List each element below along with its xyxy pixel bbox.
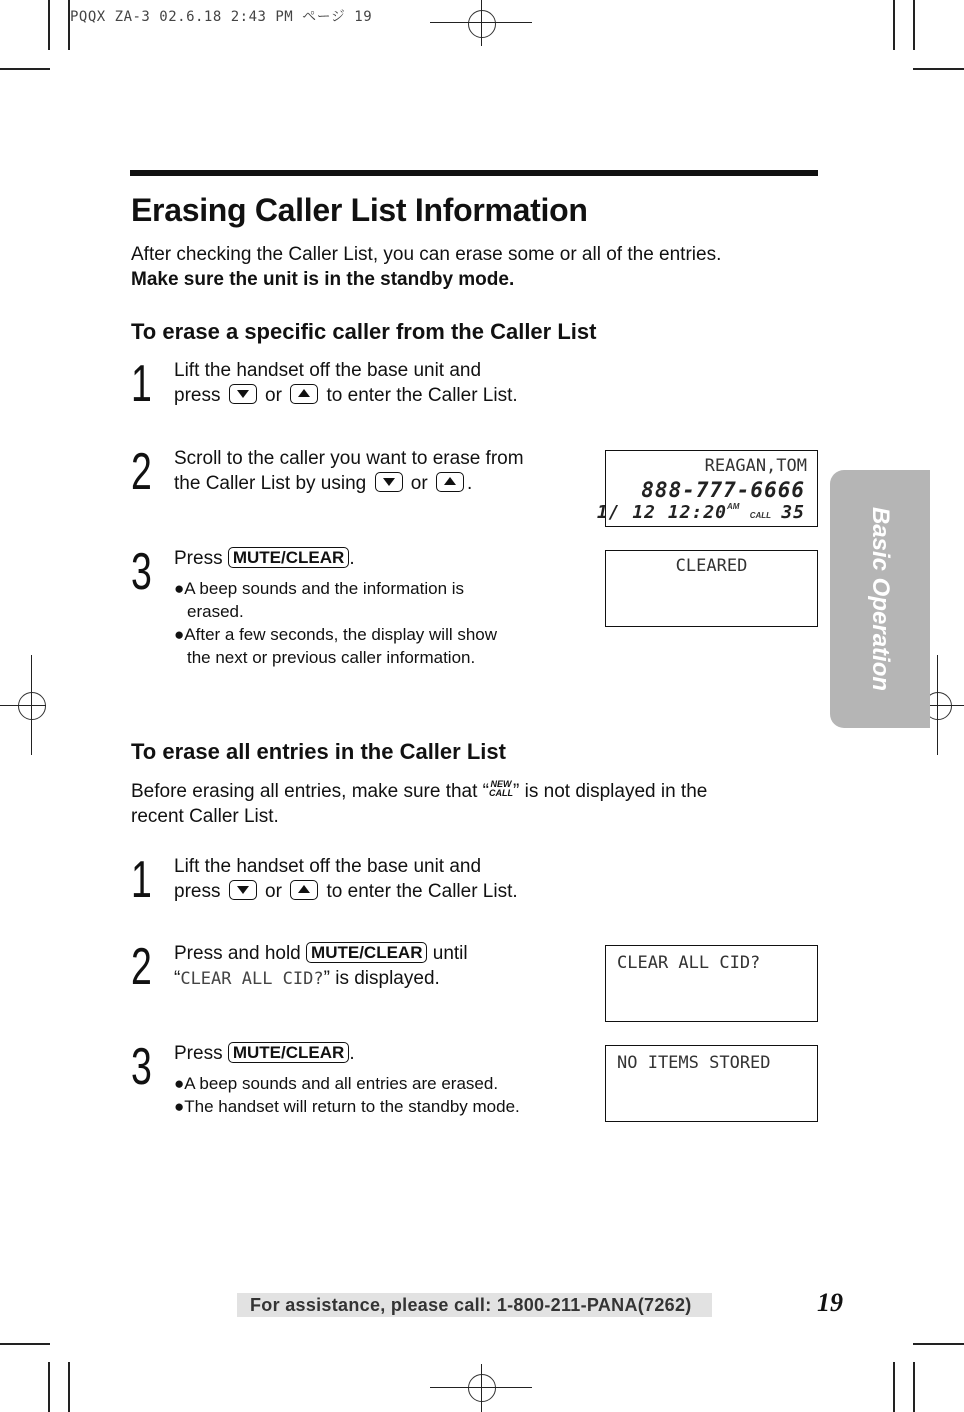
crop-mark [481,1364,482,1412]
crop-mark [481,0,482,46]
intro-line: recent Caller List. [131,806,279,827]
lcd-display [605,945,818,1022]
step-line [174,1041,574,1066]
lcd-inline-text: CLEAR ALL CID? [180,969,324,989]
lcd-display [605,550,818,627]
up-arrow-key-icon [436,472,464,492]
step-line [174,471,524,496]
page-title: Erasing Caller List Information [131,192,588,228]
crop-mark [48,1362,50,1412]
call-label: CALL [489,788,514,798]
print-header: PQQX ZA-3 02.6.18 2:43 PM ページ 19 [70,9,373,25]
step-word: until [432,943,468,964]
bullet: ●A beep sounds and the information is erased. [174,579,465,621]
step-line: Lift the handset off the base unit and [174,360,482,381]
step-line: Lift the handset off the base unit and [174,856,482,877]
step-word: Press [174,548,223,569]
step-number: 2 [131,443,152,501]
step-number: 1 [131,851,152,909]
step-number: 3 [131,543,152,601]
assistance-note: For assistance, please call: 1-800-211-PANA(7262) [250,1295,692,1315]
bullet: ●A beep sounds and all entries are erased. [174,1074,499,1093]
bullet-text: After a few seconds, the display will show [184,625,498,644]
crop-mark [893,0,895,50]
step-number: 2 [131,938,152,996]
intro-standby-note: Make sure the unit is in the standby mode. [131,269,515,290]
step-word: press [174,385,221,406]
title-rule [130,170,818,176]
lcd-text: CLEAR ALL CID? [617,953,761,973]
side-tab-label: Basic Operation [867,506,894,692]
step-word: to enter the Caller List. [326,881,518,902]
intro [131,242,831,292]
mute-clear-key: MUTE/CLEAR [228,547,349,568]
step-line [174,941,468,966]
down-arrow-key-icon [229,384,257,404]
step-word: . [466,473,473,494]
section-intro [131,779,821,829]
down-arrow-key-icon [375,472,403,492]
step-number: 1 [131,355,152,413]
lcd-caller-number: 888-777-6666 [641,478,805,502]
step-word: . [349,1043,355,1064]
crop-mark [913,1343,964,1345]
step-word: press [174,881,221,902]
section-heading: To erase a specific caller from the Caller List [131,319,597,344]
down-arrow-key-icon [229,880,257,900]
registration-mark-icon [18,692,46,720]
registration-mark-icon [468,10,496,38]
step-line: Scroll to the caller you want to erase from [174,448,524,469]
crop-mark [31,655,32,755]
lcd-ampm: AM [727,502,740,511]
step-text [174,446,524,496]
crop-mark [913,1362,915,1412]
lcd-call-count: 35 [781,502,805,523]
bullet: ●The handset will return to the standby mode. [174,1097,520,1116]
intro-text: ” is not displayed in the [513,781,708,802]
new-call-indicator [489,780,513,798]
step-number: 3 [131,1038,152,1096]
crop-mark [913,68,964,70]
lcd-call-label: CALL [749,511,772,520]
registration-mark-icon [468,1374,496,1402]
crop-mark [68,1362,70,1412]
up-arrow-key-icon [290,880,318,900]
crop-mark [913,0,915,50]
up-arrow-key-icon [290,384,318,404]
intro-line: After checking the Caller List, you can erase some or all of the entries. [131,244,722,265]
bullet: ●After a few seconds, the display will show the next or previous caller information. [174,625,498,667]
side-tab [830,470,930,728]
lcd-text: CLEARED [675,556,748,576]
step-line [174,546,574,571]
crop-mark [48,0,50,50]
bullet-text: A beep sounds and all entries are erased. [184,1074,499,1093]
step-word: or [410,473,428,494]
lcd-display [605,1045,818,1122]
mute-clear-key: MUTE/CLEAR [306,942,427,963]
step-word: or [265,881,282,902]
mute-clear-key: MUTE/CLEAR [228,1042,349,1063]
lcd-datetime-row [597,502,805,523]
bullet-text: erased. [187,602,244,621]
step-line [174,966,468,992]
step-word: “ [174,968,181,989]
step-line [174,383,518,408]
step-word: Press [174,1043,223,1064]
bullet-text: The handset will return to the standby mode. [184,1097,520,1116]
crop-mark [0,705,46,706]
crop-mark [0,1343,50,1345]
crop-mark [937,655,938,755]
step-line [174,879,518,904]
step-text [174,1041,574,1118]
lcd-text: NO ITEMS STORED [617,1053,771,1073]
crop-mark [893,1362,895,1412]
step-word: or [265,385,282,406]
step-text [174,941,468,992]
step-word: . [349,548,355,569]
page-number: 19 [817,1288,843,1317]
step-word: the Caller List by using [174,473,367,494]
step-text [174,546,574,669]
intro-text: Before erasing all entries, make sure that “ [131,781,490,802]
section-heading: To erase all entries in the Caller List [131,739,506,764]
new-label: NEW [490,779,512,789]
step-word: to enter the Caller List. [326,385,518,406]
lcd-datetime: 1/ 12 12:20 [596,502,728,523]
step-text [174,854,518,904]
bullet-text: the next or previous caller information. [187,648,476,667]
lcd-display [596,450,818,527]
crop-mark [0,68,50,70]
bullet-text: A beep sounds and the information is [184,579,465,598]
lcd-caller-name: REAGAN,TOM [704,456,807,476]
intro-line [131,779,821,804]
step-word: Press and hold [174,943,301,964]
step-text [174,358,518,408]
step-word: ” is displayed. [323,968,440,989]
